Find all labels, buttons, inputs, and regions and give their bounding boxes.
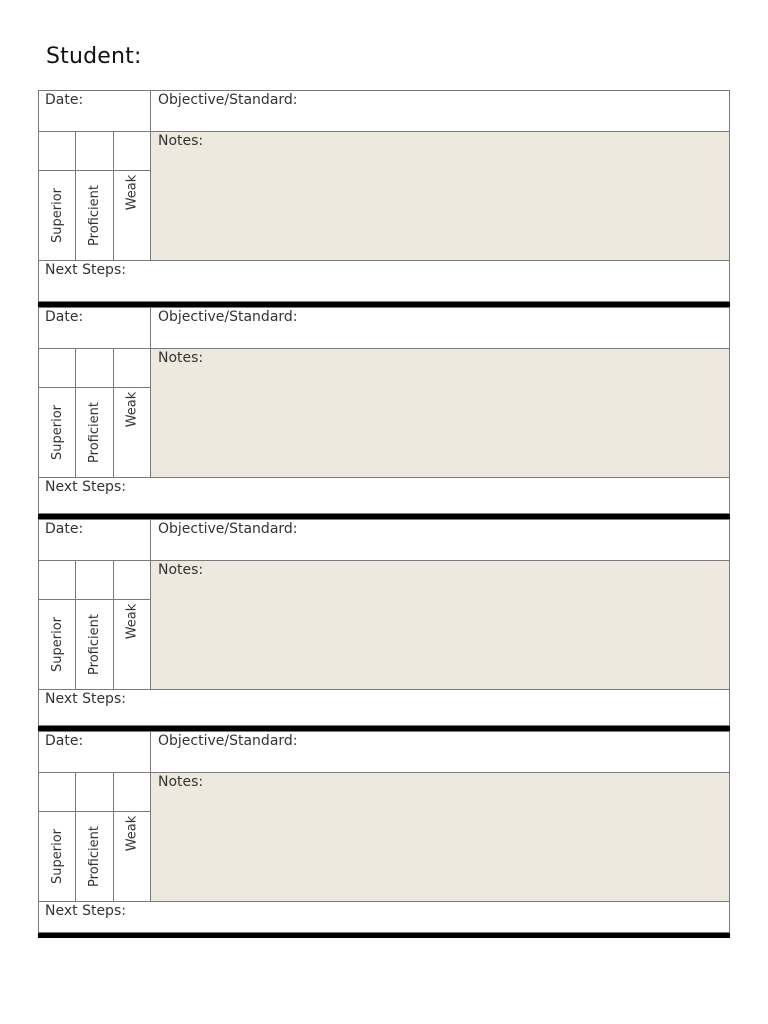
rating-weak-column[interactable]: [114, 349, 150, 477]
rating-columns: [39, 132, 151, 260]
entry-header-row: [38, 519, 730, 561]
rating-label-superior: Superior: [49, 828, 65, 884]
entry-body-row: [38, 349, 730, 477]
rating-label-weak: Weak: [124, 391, 140, 427]
next-steps-field[interactable]: Next Steps:: [38, 260, 730, 302]
rating-weak-column[interactable]: [114, 773, 150, 901]
next-steps-field[interactable]: Next Steps:: [38, 689, 730, 726]
student-title: Student:: [46, 44, 142, 69]
rating-proficient-column[interactable]: [76, 561, 113, 689]
rating-superior-column[interactable]: [39, 561, 76, 689]
rating-label-superior: Superior: [49, 616, 65, 672]
rating-label-proficient: Proficient: [87, 184, 102, 246]
rating-columns: [39, 773, 151, 901]
objective-standard-field[interactable]: Objective/Standard:: [158, 733, 298, 749]
entry-header-row: [38, 307, 730, 349]
objective-standard-field[interactable]: Objective/Standard:: [158, 309, 298, 325]
entry-body-row: [38, 132, 730, 260]
rating-label-weak: Weak: [124, 174, 140, 210]
date-field[interactable]: Date:: [39, 308, 151, 348]
assessment-entry: [38, 514, 730, 726]
next-steps-field[interactable]: Next Steps:: [38, 477, 730, 514]
objective-standard-field[interactable]: Objective/Standard:: [158, 521, 298, 537]
entry-body-row: [38, 561, 730, 689]
entry-header-row: [38, 731, 730, 773]
rating-label-superior: Superior: [49, 187, 65, 243]
notes-field[interactable]: Notes:: [151, 561, 729, 689]
rating-weak-column[interactable]: [114, 561, 150, 689]
date-field[interactable]: Date:: [39, 520, 151, 560]
date-field[interactable]: Date:: [39, 732, 151, 772]
rating-columns: [39, 561, 151, 689]
rating-label-weak: Weak: [124, 815, 140, 851]
entry-header-row: [38, 90, 730, 132]
rating-columns: [39, 349, 151, 477]
rating-label-proficient: Proficient: [87, 401, 102, 463]
next-steps-field[interactable]: Next Steps:: [38, 901, 730, 933]
entry-body-row: [38, 773, 730, 901]
objective-standard-field[interactable]: Objective/Standard:: [158, 92, 298, 108]
notes-field[interactable]: Notes:: [151, 132, 729, 260]
rating-proficient-column[interactable]: [76, 132, 113, 260]
date-field[interactable]: Date:: [39, 91, 151, 131]
assessment-entry: [38, 302, 730, 514]
assessment-entry: [38, 726, 730, 938]
notes-field[interactable]: Notes:: [151, 349, 729, 477]
assessment-entry: [38, 90, 730, 302]
rating-label-weak: Weak: [124, 603, 140, 639]
assessment-sheet: [38, 90, 730, 938]
rating-proficient-column[interactable]: [76, 773, 113, 901]
rating-superior-column[interactable]: [39, 773, 76, 901]
rating-label-superior: Superior: [49, 404, 65, 460]
rating-weak-column[interactable]: [114, 132, 150, 260]
rating-superior-column[interactable]: [39, 349, 76, 477]
rating-label-proficient: Proficient: [87, 613, 102, 675]
rating-proficient-column[interactable]: [76, 349, 113, 477]
notes-field[interactable]: Notes:: [151, 773, 729, 901]
rating-label-proficient: Proficient: [87, 825, 102, 887]
rating-superior-column[interactable]: [39, 132, 76, 260]
